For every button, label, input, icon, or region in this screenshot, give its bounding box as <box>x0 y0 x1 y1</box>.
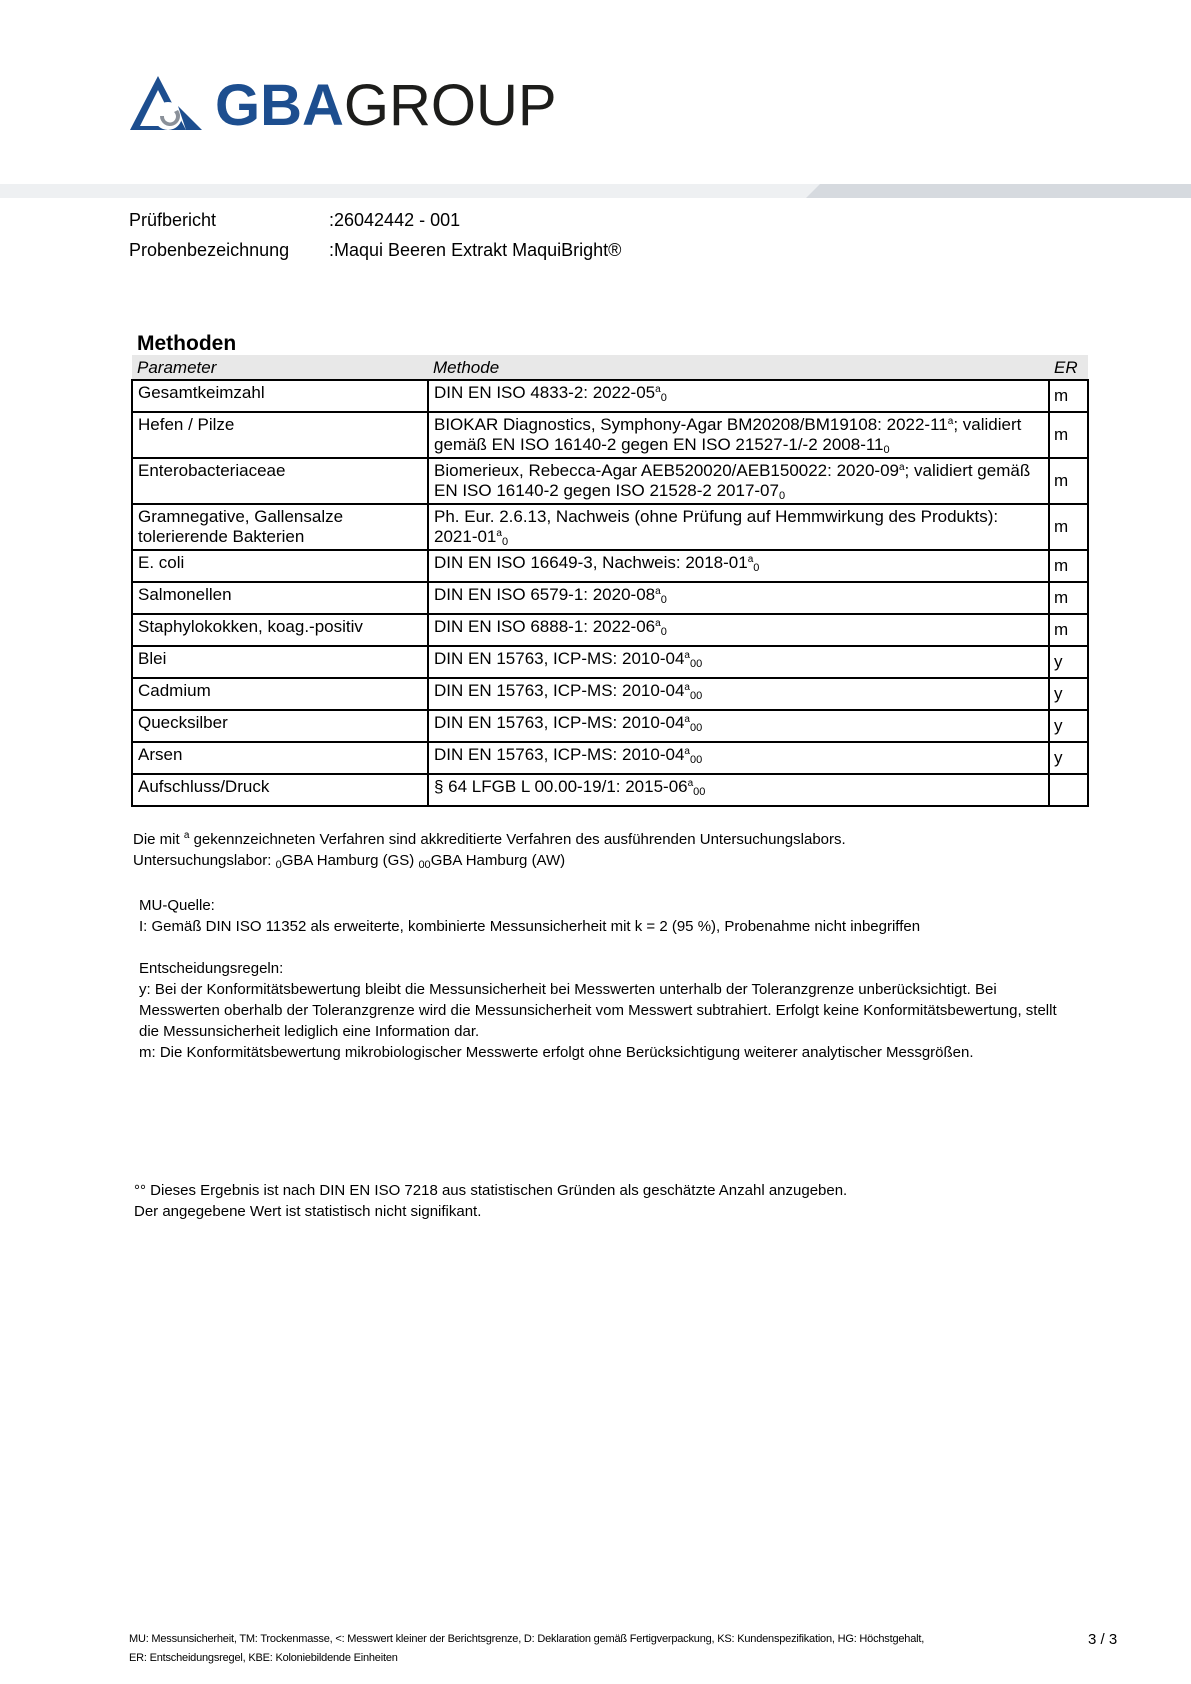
parameter-cell: E. coli <box>132 550 428 582</box>
table-row <box>132 614 1088 646</box>
method-text-continued: ; validiert gemäß EN ISO 16140-2 gegen EN ISO 21527-1/-2 2008-11 <box>434 415 1022 454</box>
gba-group-logo <box>130 73 580 142</box>
method-cell <box>428 504 1049 550</box>
mu-source-text: I: Gemäß DIN ISO 11352 als erweiterte, kombinierte Messunsicherheit mit k = 2 (95 %), Probenahme nicht inbegriffen <box>139 918 921 935</box>
accreditation-note-sup: a <box>183 830 190 841</box>
lab-marker: 0 <box>778 490 786 502</box>
lab-marker: 0 <box>660 594 667 606</box>
method-text: Biomerieux, Rebecca-Agar AEB520020/AEB150022: 2020-09 <box>434 461 899 480</box>
table-row <box>132 774 1088 806</box>
method-text: DIN EN 15763, ICP-MS: 2010-04 <box>434 745 685 764</box>
method-cell <box>428 614 1049 646</box>
lab-marker: 00 <box>689 754 703 766</box>
parameter-cell: Blei <box>132 646 428 678</box>
col-header-er: ER <box>1049 355 1088 380</box>
report-number-label: Prüfbericht <box>129 210 217 230</box>
method-cell <box>428 380 1049 412</box>
lab-marker: 0 <box>660 626 667 638</box>
lab-note <box>133 850 565 871</box>
accreditation-note <box>133 829 846 850</box>
method-text: § 64 LFGB L 00.00-19/1: 2015-06 <box>434 777 688 796</box>
parameter-cell: Aufschluss/Druck <box>132 774 428 806</box>
accredited-marker: a <box>655 618 661 629</box>
lab-label: Untersuchungslabor: <box>133 852 276 869</box>
parameter-cell: Arsen <box>132 742 428 774</box>
method-text: DIN EN 15763, ICP-MS: 2010-04 <box>434 713 685 732</box>
accreditation-note-pre: Die mit <box>133 831 184 848</box>
sample-name-value: :Maqui Beeren Extrakt MaquiBright® <box>329 240 622 260</box>
method-cell <box>428 774 1049 806</box>
gba-logo-mark-icon <box>130 76 202 138</box>
lab-marker: 00 <box>689 722 703 734</box>
method-text: DIN EN 15763, ICP-MS: 2010-04 <box>434 681 685 700</box>
footer-line-2: ER: Entscheidungsregel, KBE: Koloniebildende Einheiten <box>129 1652 398 1664</box>
report-number-row <box>129 209 460 231</box>
lab2-marker: 00 <box>418 859 431 871</box>
er-cell: m <box>1049 614 1088 646</box>
parameter-cell: Quecksilber <box>132 710 428 742</box>
method-text: Ph. Eur. 2.6.13, Nachweis (ohne Prüfung auf Hemmwirkung des Produkts): 2021-01 <box>434 507 999 546</box>
method-cell <box>428 742 1049 774</box>
decision-rule-m: m: Die Konformitätsbewertung mikrobiologischer Messwerte erfolgt ohne Berücksichtigung weiterer analytischer Messgrößen. <box>139 1044 974 1061</box>
logo-text-group: GROUP <box>343 73 557 138</box>
accredited-marker: a <box>684 682 690 693</box>
method-cell <box>428 412 1049 458</box>
page-number: 3 / 3 <box>1088 1631 1118 1648</box>
parameter-cell: Hefen / Pilze <box>132 412 428 458</box>
accredited-marker: a <box>655 586 661 597</box>
accredited-marker: a <box>687 778 694 789</box>
header-stripe-accent <box>806 184 1191 198</box>
accredited-marker: a <box>496 528 502 539</box>
statistics-note-line2: Der angegebene Wert ist statistisch nicht signifikant. <box>134 1203 482 1220</box>
footer-line-1: MU: Messunsicherheit, TM: Trockenmasse, <: Messwert kleiner der Berichtsgrenze, D: Deklaration gemäß Fertigverpackung, KS: Kundenspezifikation, HG: Höchstgehalt, <box>129 1633 925 1645</box>
lab-marker: 0 <box>660 392 667 404</box>
lab1-marker: 0 <box>275 859 282 871</box>
accredited-marker: a <box>947 416 954 427</box>
table-row <box>132 412 1088 458</box>
col-header-method: Methode <box>428 355 1049 380</box>
logo-text-gba: GBA <box>215 73 344 138</box>
decision-rule-y: y: Bei der Konformitätsbewertung bleibt die Messunsicherheit bei Messwerten unterhalb der Toleranzgrenze unberücksichtigt. Bei Messwerten oberhalb der Toleranzgrenze wird die Messunsicherheit vom Messwert subtrahiert. Erfolgt keine Konformitätsbewertung, stellt die Messunsicherheit lediglich eine Information dar. <box>139 981 1057 1040</box>
method-text: DIN EN 15763, ICP-MS: 2010-04 <box>434 649 685 668</box>
decision-rules-title: Entscheidungsregeln: <box>139 960 284 977</box>
lab-marker: 0 <box>501 536 509 548</box>
method-cell <box>428 582 1049 614</box>
accredited-marker: a <box>684 714 690 725</box>
accredited-marker: a <box>898 462 905 473</box>
table-row <box>132 742 1088 774</box>
er-cell: m <box>1049 550 1088 582</box>
sample-name-label: Probenbezeichnung <box>129 240 290 260</box>
table-row <box>132 646 1088 678</box>
method-text-continued: ; validiert gemäß EN ISO 16140-2 gegen ISO 21528-2 2017-07 <box>434 461 1031 500</box>
method-cell <box>428 710 1049 742</box>
parameter-cell: Gesamtkeimzahl <box>132 380 428 412</box>
table-row <box>132 678 1088 710</box>
mu-source-title: MU-Quelle: <box>139 897 215 914</box>
er-cell: m <box>1049 504 1088 550</box>
method-cell <box>428 646 1049 678</box>
methods-table-body <box>132 380 1088 806</box>
lab-marker: 0 <box>883 444 890 456</box>
method-text: DIN EN ISO 6579-1: 2020-08 <box>434 585 656 604</box>
col-header-parameter: Parameter <box>132 355 428 380</box>
methods-header-row <box>132 355 1088 380</box>
parameter-cell: Cadmium <box>132 678 428 710</box>
lab-marker: 00 <box>689 658 703 670</box>
accredited-marker: a <box>684 746 690 757</box>
er-cell <box>1049 774 1088 806</box>
er-cell: y <box>1049 742 1088 774</box>
er-cell: y <box>1049 710 1088 742</box>
er-cell: m <box>1049 380 1088 412</box>
er-cell: m <box>1049 582 1088 614</box>
methods-table <box>131 355 1089 807</box>
table-row <box>132 380 1088 412</box>
table-row <box>132 458 1088 504</box>
lab-marker: 00 <box>689 690 703 702</box>
lab-marker: 0 <box>753 562 760 574</box>
methods-title: Methoden <box>137 332 237 355</box>
accredited-marker: a <box>655 384 661 395</box>
report-number-value: :26042442 - 001 <box>329 210 461 230</box>
lab1-name: GBA Hamburg (GS) <box>281 852 419 869</box>
logo-wordmark <box>215 70 557 142</box>
lab2-name: GBA Hamburg (AW) <box>430 852 566 869</box>
method-cell <box>428 678 1049 710</box>
method-cell <box>428 550 1049 582</box>
parameter-cell: Gramnegative, Gallensalze tolerierende Bakterien <box>132 504 428 550</box>
table-row <box>132 710 1088 742</box>
accredited-marker: a <box>747 554 754 565</box>
method-cell <box>428 458 1049 504</box>
statistics-note-line1: °° Dieses Ergebnis ist nach DIN EN ISO 7218 aus statistischen Gründen als geschätzte Anzahl anzugeben. <box>134 1182 848 1199</box>
method-text: BIOKAR Diagnostics, Symphony-Agar BM20208/BM19108: 2022-11 <box>434 415 948 434</box>
table-row <box>132 582 1088 614</box>
accreditation-note-post: gekennzeichneten Verfahren sind akkreditierte Verfahren des ausführenden Untersuchungslabors. <box>189 831 846 848</box>
er-cell: m <box>1049 412 1088 458</box>
lab-marker: 00 <box>693 786 706 798</box>
footer-abbreviations <box>129 1630 989 1668</box>
method-text: DIN EN ISO 6888-1: 2022-06 <box>434 617 656 636</box>
accredited-marker: a <box>684 650 690 661</box>
er-cell: y <box>1049 646 1088 678</box>
er-cell: y <box>1049 678 1088 710</box>
method-text: DIN EN ISO 4833-2: 2022-05 <box>434 383 656 402</box>
parameter-cell: Enterobacteriaceae <box>132 458 428 504</box>
table-row <box>132 550 1088 582</box>
table-row <box>132 504 1088 550</box>
er-cell: m <box>1049 458 1088 504</box>
sample-name-row <box>129 239 621 261</box>
parameter-cell: Salmonellen <box>132 582 428 614</box>
method-text: DIN EN ISO 16649-3, Nachweis: 2018-01 <box>434 553 748 572</box>
parameter-cell: Staphylokokken, koag.-positiv <box>132 614 428 646</box>
